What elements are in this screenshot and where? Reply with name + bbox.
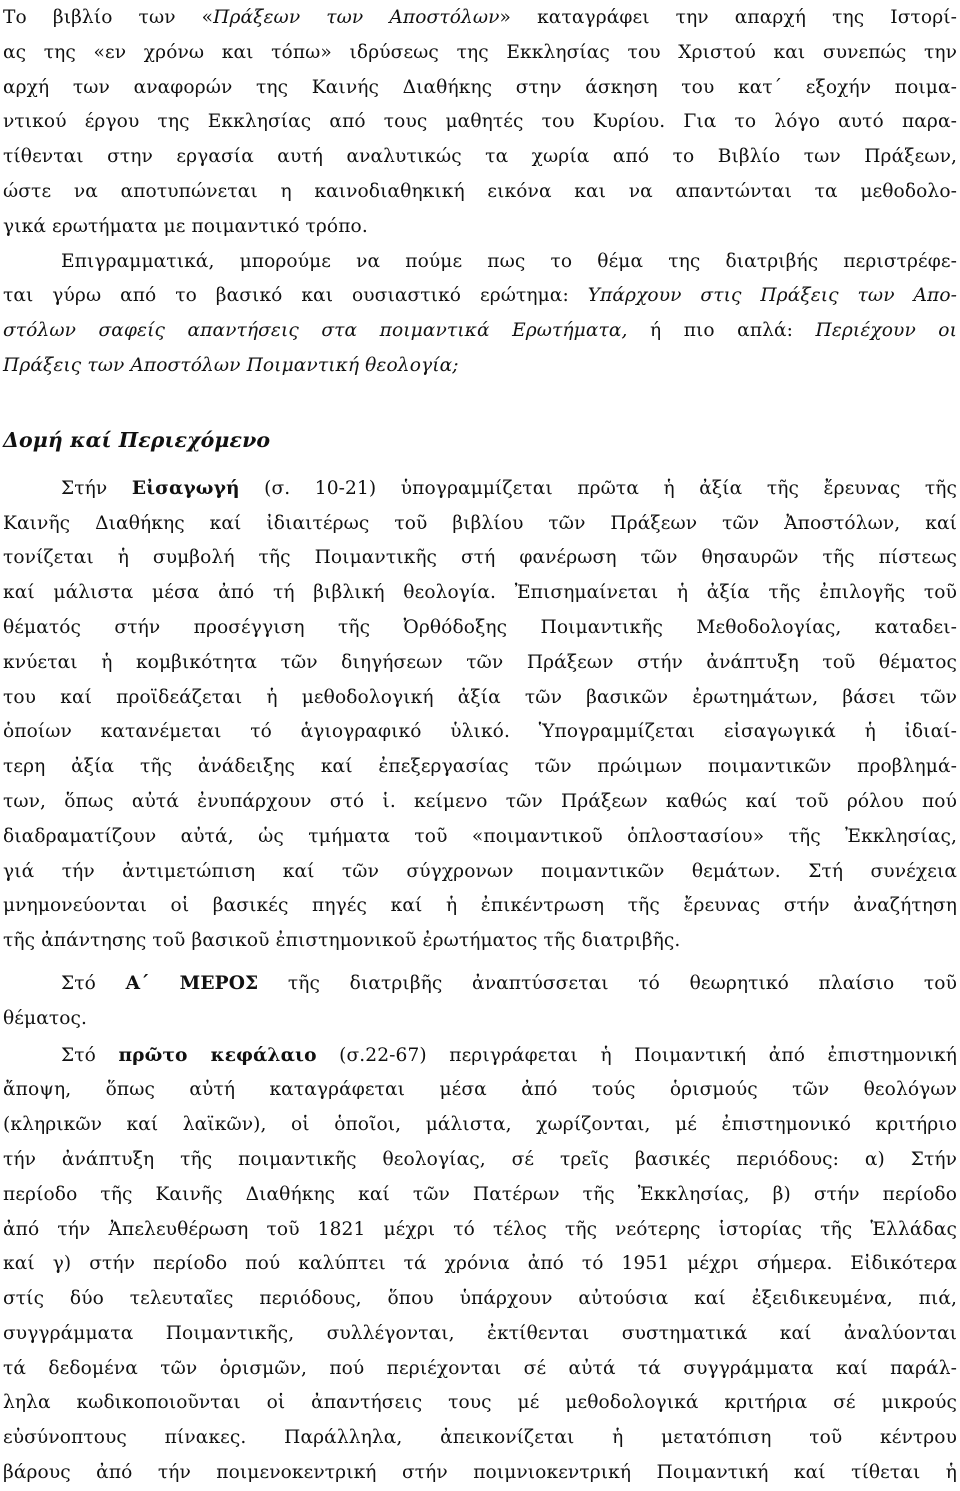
text-line: ας της «εν χρόνω και τόπω» ιδρύσεως της Εκκλησίας του Χριστού και συνεπώς την (3, 41, 957, 63)
text-line: του καί προϊδεάζεται ἡ μεθοδολογική ἀξία τῶν βασικῶν ἐρωτημάτων, βάσει τῶν (3, 686, 957, 708)
text-line (3, 1, 957, 36)
text-line: Στό Α΄ ΜΕΡΟΣ τῆς διατριβῆς ἀναπτύσσεται τό θεωρητικό πλαίσιο τοῦ (61, 972, 957, 994)
text-line: μνημονεύονται οἱ βασικές πηγές καί ἡ ἐπικέντρωση τῆς ἔρευνας στήν ἀναζήτηση (3, 895, 957, 917)
text-line: Στό πρῶτο κεφάλαιο (σ.22-67) περιγράφεται ἡ Ποιμαντική ἀπό ἐπιστημονική (61, 1044, 957, 1066)
text-line: Καινῆς Διαθήκης καί ἰδιαιτέρως τοῦ βιβλίου τῶν Πράξεων τῶν Ἀποστόλων, καί (3, 512, 957, 534)
text-line: περίοδο τῆς Καινῆς Διαθήκης καί τῶν Πατέρων τῆς Ἐκκλησίας, β) στήν περίοδο (3, 1183, 957, 1205)
introduction-summary (3, 472, 957, 959)
text-line: τῆς ἀπάντησης τοῦ βασικοῦ ἐπιστημονικοῦ ἐρωτήματος τῆς διατριβῆς. (3, 930, 681, 952)
text-line: καί γ) στήν περίοδο πού καλύπτει τά χρόνια ἀπό τό 1951 μέχρι σήμερα. Εἰδικότερα (3, 1253, 957, 1275)
text-line: τίθενται στην εργασία αυτή αναλυτικώς τα χωρία από το Βιβλίο των Πράξεων, (3, 146, 957, 168)
heading-text: Δομή καί Περιεχόμενο (3, 427, 271, 452)
text-line: ληλα κωδικοποιοῦνται οἱ ἀπαντήσεις τους μέ μεθοδολογικά κριτήρια σέ μικρούς (3, 1392, 957, 1414)
text-line: εὐσύνοπτους πίνακες. Παράλληλα, ἀπεικονίζεται ἡ μετατόπιση τοῦ κέντρου (3, 1427, 957, 1449)
text-line: Πράξεις των Αποστόλων Ποιμαντική θεολογία; (3, 354, 459, 376)
text-run: » καταγράφει την απαρχή της Ιστορί- (499, 7, 957, 28)
text-line: τήν ἀνάπτυξη τῆς ποιμαντικῆς θεολογίας, σέ τρεῖς βασικές περιόδους: α) Στήν (3, 1148, 957, 1170)
text-line: ται γύρω από το βασικό και ουσιαστικό ερώτημα: Υπάρχουν στις Πράξεις των Απο- (3, 285, 957, 307)
text-line: (κληρικῶν καί λαϊκῶν), οἱ ὁποῖοι, μάλιστα, χωρίζονται, μέ ἐπιστημονικό κριτήριο (3, 1114, 957, 1136)
summary-paragraph (3, 245, 957, 384)
research-question: Υπάρχουν στις Πράξεις των Απο- (587, 285, 957, 307)
book-title: Πράξεων των Αποστόλων (213, 7, 500, 28)
text-line: θέματός στήν προσέγγιση τῆς Ὀρθόδοξης Ποιμαντικῆς Μεθοδολογίας, καταδει- (3, 616, 957, 638)
text-line: των, ὅπως αὐτά ἐνυπάρχουν στό ἱ. κείμενο τῶν Πράξεων καθώς καί τοῦ ρόλου πού (3, 790, 957, 812)
section-heading (3, 419, 957, 462)
text-line: γικά ερωτήματα με ποιμαντικό τρόπο. (3, 215, 368, 237)
text-line: κνύεται ἡ κομβικότητα τῶν διηγήσεων τῶν Πράξεων στήν ἀνάπτυξη τοῦ θέματος (3, 651, 957, 673)
text-line: θέματος. (3, 1007, 88, 1029)
text-line: ἄποψη, ὅπως αὐτή καταγράφεται μέσα ἀπό τούς ὁρισμούς τῶν θεολόγων (3, 1079, 957, 1101)
text-line: συγγράμματα Ποιμαντικῆς, συλλέγονται, ἐκτίθενται συστηματικά καί ἀναλύονται (3, 1322, 957, 1344)
text-run: Το βιβλίο των « (3, 7, 214, 28)
text-line: βάρους ἀπό τήν ποιμενοκεντρική στήν ποιμνιοκεντρική Ποιμαντική καί τίθεται ἡ (3, 1462, 957, 1484)
chapter-one-paragraph (3, 1039, 957, 1491)
text-line: ντικού έργου της Εκκλησίας από τους μαθητές του Κυρίου. Για το λόγο αυτό παρα- (3, 111, 957, 133)
part-a-paragraph (3, 967, 957, 1037)
text-line: αρχή των αναφορών της Καινής Διαθήκης στην άσκηση του κατ΄ εξοχήν ποιμα- (3, 76, 957, 98)
text-line: ὁποίων κατανέμεται τό ἁγιογραφικό ὑλικό. Ὑπογραμμίζεται εἰσαγωγικά ἡ ἰδιαί- (3, 721, 957, 743)
text-line: τερη ἀξία τῆς ἀνάδειξης καί ἐπεξεργασίας τῶν πρώιμων ποιμαντικῶν προβλημά- (3, 756, 957, 778)
intro-paragraph (3, 1, 957, 245)
text-line: τονίζεται ἡ συμβολή τῆς Ποιμαντικῆς στή φανέρωση τῶν θησαυρῶν τῆς πίστεως (3, 547, 957, 569)
text-line: Επιγραμματικά, μπορούμε να πούμε πως το θέμα της διατριβής περιστρέφε- (61, 250, 957, 272)
text-line: Στήν Εἰσαγωγή (σ. 10-21) ὑπογραμμίζεται πρῶτα ἡ ἀξία τῆς ἔρευνας τῆς (61, 477, 957, 499)
text-line: ώστε να αποτυπώνεται η καινοδιαθηκική εικόνα και να απαντώνται τα μεθοδολο- (3, 180, 957, 202)
document-page (0, 1, 960, 1484)
text-line: ἀπό τήν Ἀπελευθέρωση τοῦ 1821 μέχρι τό τέλος τῆς νεότερης ἱστορίας τῆς Ἑλλάδας (3, 1218, 957, 1240)
text-line: τά δεδομένα τῶν ὁρισμῶν, πού περιέχονται σέ αὐτά τά συγγράμματα καί παράλ- (3, 1357, 957, 1379)
text-line: στόλων σαφείς απαντήσεις στα ποιμαντικά Ερωτήματα, ή πιο απλά: Περιέχουν οι (3, 320, 957, 342)
text-line: στίς δύο τελευταῖες περιόδους, ὅπου ὑπάρχουν αὐτούσια καί ἐξειδικευμένα, πιά, (3, 1288, 957, 1310)
spacer (3, 384, 957, 419)
text-line: γιά τήν ἀντιμετώπιση καί τῶν σύγχρονων ποιμαντικῶν θεμάτων. Στή συνέχεια (3, 860, 957, 882)
text-line: καί μάλιστα μέσα ἀπό τή βιβλική θεολογία. Ἐπισημαίνεται ἡ ἀξία τῆς ἐπιλογῆς τοῦ (3, 582, 957, 604)
text-line: διαδραματίζουν αὐτά, ὡς τμήματα τοῦ «ποιμαντικοῦ ὁπλοστασίου» τῆς Ἐκκλησίας, (3, 825, 957, 847)
